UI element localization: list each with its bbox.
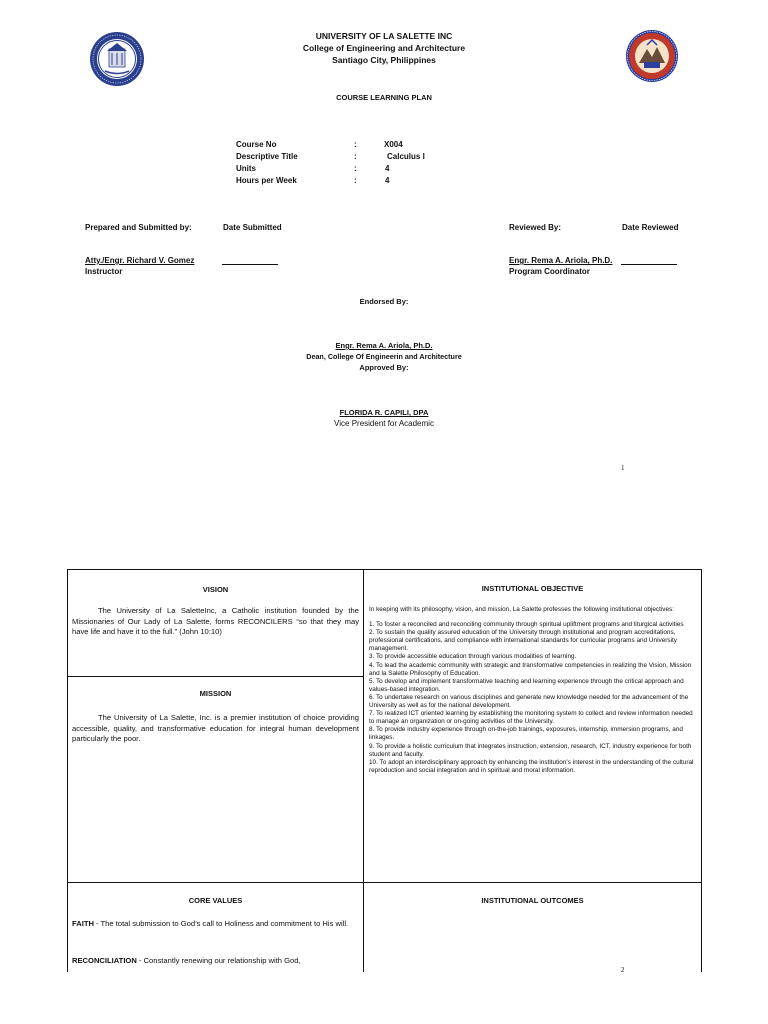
objective-item-8: 8. To provide industry experience through on-the-job trainings, exposures, internship, immersion programs, and linkages. (369, 726, 683, 742)
endorsed-label: Endorsed By: (359, 297, 409, 306)
reconciliation-definition: - Constantly renewing our relationship with God, (136, 956, 301, 965)
dean-role: Dean, College Of Engineerin and Architecture (306, 352, 462, 361)
prepared-label: Prepared and Submitted by: (85, 223, 192, 232)
objective-item-9: 9. To provide a holistic curriculum that integrates instruction, extension, research, ICT, industry experience for both student and faculty. (369, 742, 692, 758)
objective-intro: In keeping with its philosophy, vision, and mission, La Salette professes the following institutional objectives: (369, 606, 675, 613)
outcomes-cell (363, 882, 702, 972)
reconciliation-text (72, 956, 359, 967)
units-sep: : (354, 164, 357, 173)
objective-cell (363, 569, 702, 883)
units-value: 4 (385, 164, 390, 173)
vision-text: The University of La SaletteInc, a Catholic institution founded by the Missionaries of Our Lady of La Salette, forms RECONCILERS “so that they may have life and have it to the full.” (John 10:10) (72, 606, 359, 636)
coordinator-role: Program Coordinator (509, 267, 590, 276)
document-title: COURSE LEARNING PLAN (336, 93, 432, 102)
date-reviewed-label: Date Reviewed (622, 223, 679, 232)
college-name: College of Engineering and Architecture (302, 43, 466, 53)
instructor-role: Instructor (85, 267, 123, 276)
mission-text: The University of La Salette, Inc. is a premier institution of choice providing accessible, quality, and transformative education for integral human development particularly the poor. (72, 713, 359, 743)
page-number-1: 1 (621, 464, 625, 472)
vp-role: Vice President for Academic (334, 419, 434, 428)
course-no-label: Course No (236, 140, 277, 149)
faith-text (72, 919, 357, 930)
course-no-sep: : (354, 140, 357, 149)
outcomes-title: INSTITUTIONAL OUTCOMES (481, 896, 584, 905)
coordinator-name: Engr. Rema A. Ariola, Ph.D. (509, 256, 613, 265)
date-submitted-line (222, 264, 278, 265)
university-name: UNIVERSITY OF LA SALETTE INC (315, 31, 453, 41)
vp-name: FLORIDA R. CAPILI, DPA (339, 408, 429, 417)
mission-title: MISSION (199, 689, 232, 698)
core-values-title: CORE VALUES (188, 896, 243, 905)
mission-cell (67, 676, 364, 883)
objective-item-3: 3. To provide accessible education through various modalities of learning. (369, 653, 577, 661)
objective-item-7: 7. To realized ICT oriented learning by establishing the monitoring system to collect and review information needed to manage an organization or on-going activities of the University. (369, 710, 693, 726)
hours-sep: : (354, 176, 357, 185)
dean-name: Engr. Rema A. Ariola, Ph.D. (335, 341, 433, 350)
date-reviewed-line (621, 264, 677, 265)
vision-title: VISION (202, 585, 229, 594)
faith-term: FAITH (72, 919, 94, 928)
units-label: Units (236, 164, 256, 173)
hours-value: 4 (385, 176, 390, 185)
objective-item-4: 4. To lead the academic community with strategic and transformative competencies in realizing the Vision, Mission and la Salette Philosophy of Education. (369, 661, 692, 677)
objective-item-6: 6. To undertake research on various disciplines and generate new knowledge needed for the advancement of the University as well as for the national development. (369, 693, 689, 710)
hours-label: Hours per Week (236, 176, 297, 185)
objective-item-10: 10. To adopt an interdisciplinary approach by enhancing the institution’s interest in the understanding of the cultural reproduction and social integration and in spiritual and moral information. (369, 758, 694, 774)
objective-item-1: 1. To foster a reconciled and reconciling community through spiritual upliftment programs and liturgical activities (369, 621, 684, 629)
reconciliation-term: RECONCILIATION (72, 956, 137, 965)
objective-item-5: 5. To develop and implement transformative teaching and learning experience through the critical approach and values-based integration. (369, 677, 684, 693)
page-number-2: 2 (621, 966, 625, 974)
descriptive-title-value: Calculus I (387, 152, 425, 161)
instructor-name: Atty./Engr. Richard V. Gomez (85, 256, 195, 265)
course-no-value: X004 (384, 140, 403, 149)
faith-definition: - The total submission to God’s call to Holiness and commitment to His will. (93, 919, 349, 928)
objective-item-2: 2. To sustain the quality assured education of the University through institutional and program accreditations, professional certifications, and compliance with international standards for curricular programs and University management. (369, 629, 677, 653)
spacer (369, 614, 695, 621)
approved-label: Approved By: (359, 363, 409, 372)
descriptive-title-sep: : (354, 152, 357, 161)
descriptive-title-label: Descriptive Title (236, 152, 298, 161)
core-values-cell (67, 882, 364, 972)
objective-list (369, 606, 695, 775)
location: Santiago City, Philippines (332, 55, 436, 65)
vision-cell (67, 569, 364, 677)
date-submitted-label: Date Submitted (223, 223, 282, 232)
reviewed-label: Reviewed By: (509, 223, 562, 232)
objective-title: INSTITUTIONAL OBJECTIVE (481, 584, 584, 593)
